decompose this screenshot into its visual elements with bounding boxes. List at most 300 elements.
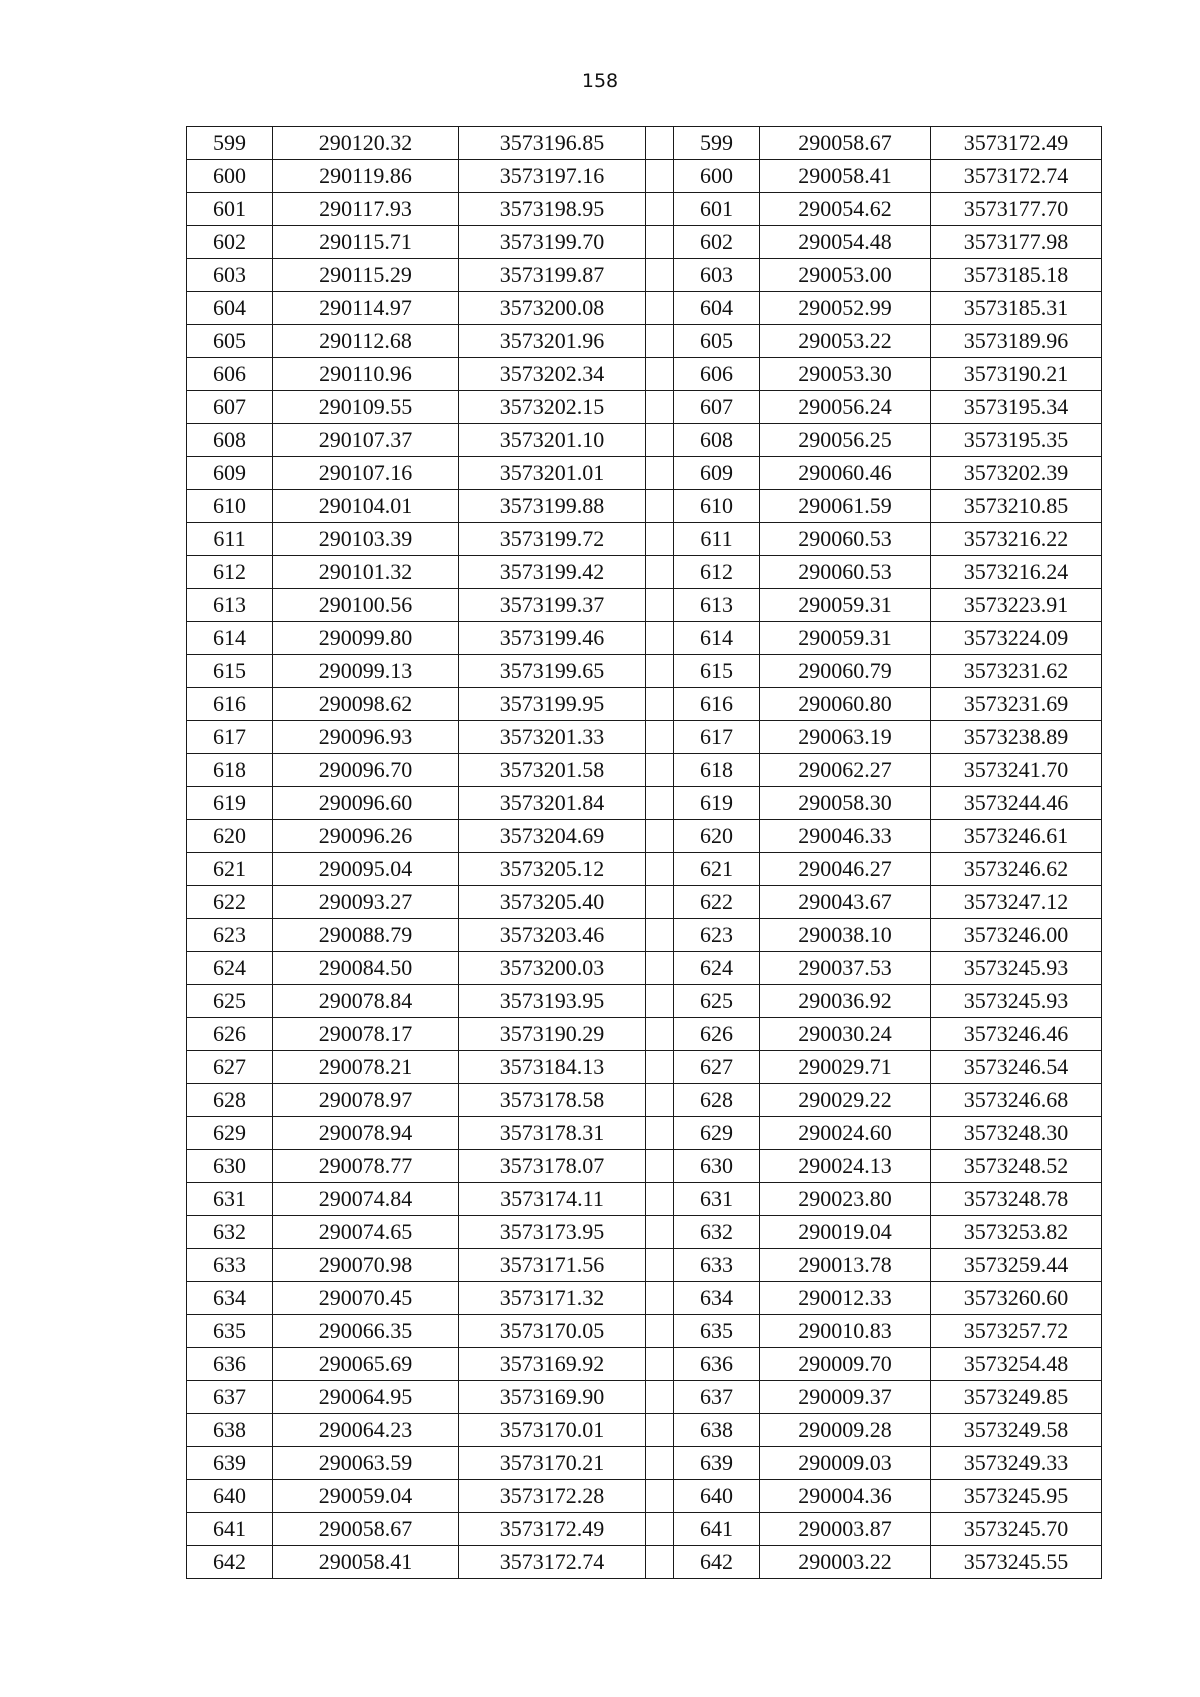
right-point-number-cell: 635 xyxy=(674,1315,760,1348)
table-row xyxy=(187,721,1102,754)
right-point-number-cell: 631 xyxy=(674,1183,760,1216)
table-row xyxy=(187,292,1102,325)
table-row xyxy=(187,622,1102,655)
left-point-number-cell: 633 xyxy=(187,1249,273,1282)
right-x-coordinate-cell: 290023.80 xyxy=(760,1183,931,1216)
right-point-number-cell: 617 xyxy=(674,721,760,754)
right-y-coordinate-cell: 3573249.58 xyxy=(931,1414,1102,1447)
right-x-coordinate-cell: 290060.46 xyxy=(760,457,931,490)
left-x-coordinate-cell: 290099.13 xyxy=(273,655,459,688)
left-point-number-cell: 628 xyxy=(187,1084,273,1117)
right-x-coordinate-cell: 290060.53 xyxy=(760,556,931,589)
table-row xyxy=(187,886,1102,919)
left-x-coordinate-cell: 290115.29 xyxy=(273,259,459,292)
spacer-cell xyxy=(646,1447,674,1480)
right-y-coordinate-cell: 3573249.85 xyxy=(931,1381,1102,1414)
left-y-coordinate-cell: 3573172.74 xyxy=(459,1546,646,1579)
table-row xyxy=(187,754,1102,787)
left-y-coordinate-cell: 3573199.70 xyxy=(459,226,646,259)
table-row xyxy=(187,589,1102,622)
left-y-coordinate-cell: 3573170.01 xyxy=(459,1414,646,1447)
right-y-coordinate-cell: 3573238.89 xyxy=(931,721,1102,754)
left-x-coordinate-cell: 290088.79 xyxy=(273,919,459,952)
right-y-coordinate-cell: 3573177.98 xyxy=(931,226,1102,259)
left-y-coordinate-cell: 3573199.37 xyxy=(459,589,646,622)
spacer-cell xyxy=(646,391,674,424)
table-row xyxy=(187,952,1102,985)
left-point-number-cell: 605 xyxy=(187,325,273,358)
left-y-coordinate-cell: 3573173.95 xyxy=(459,1216,646,1249)
right-point-number-cell: 641 xyxy=(674,1513,760,1546)
spacer-cell xyxy=(646,1480,674,1513)
left-x-coordinate-cell: 290119.86 xyxy=(273,160,459,193)
spacer-cell xyxy=(646,1282,674,1315)
right-x-coordinate-cell: 290058.41 xyxy=(760,160,931,193)
right-x-coordinate-cell: 290037.53 xyxy=(760,952,931,985)
spacer-cell xyxy=(646,1216,674,1249)
spacer-cell xyxy=(646,523,674,556)
table-row xyxy=(187,1249,1102,1282)
spacer-cell xyxy=(646,424,674,457)
right-point-number-cell: 623 xyxy=(674,919,760,952)
table-row xyxy=(187,1018,1102,1051)
right-y-coordinate-cell: 3573202.39 xyxy=(931,457,1102,490)
spacer-cell xyxy=(646,160,674,193)
right-y-coordinate-cell: 3573244.46 xyxy=(931,787,1102,820)
right-y-coordinate-cell: 3573253.82 xyxy=(931,1216,1102,1249)
left-point-number-cell: 627 xyxy=(187,1051,273,1084)
left-point-number-cell: 604 xyxy=(187,292,273,325)
left-y-coordinate-cell: 3573205.12 xyxy=(459,853,646,886)
left-point-number-cell: 616 xyxy=(187,688,273,721)
right-y-coordinate-cell: 3573246.68 xyxy=(931,1084,1102,1117)
right-y-coordinate-cell: 3573224.09 xyxy=(931,622,1102,655)
left-point-number-cell: 635 xyxy=(187,1315,273,1348)
left-y-coordinate-cell: 3573170.05 xyxy=(459,1315,646,1348)
left-x-coordinate-cell: 290064.23 xyxy=(273,1414,459,1447)
left-y-coordinate-cell: 3573201.58 xyxy=(459,754,646,787)
right-point-number-cell: 620 xyxy=(674,820,760,853)
spacer-cell xyxy=(646,1315,674,1348)
spacer-cell xyxy=(646,919,674,952)
spacer-cell xyxy=(646,721,674,754)
left-y-coordinate-cell: 3573178.58 xyxy=(459,1084,646,1117)
spacer-cell xyxy=(646,1117,674,1150)
table-row xyxy=(187,1315,1102,1348)
table-row xyxy=(187,193,1102,226)
right-point-number-cell: 602 xyxy=(674,226,760,259)
left-point-number-cell: 642 xyxy=(187,1546,273,1579)
right-y-coordinate-cell: 3573216.24 xyxy=(931,556,1102,589)
spacer-cell xyxy=(646,952,674,985)
right-y-coordinate-cell: 3573246.54 xyxy=(931,1051,1102,1084)
left-y-coordinate-cell: 3573172.49 xyxy=(459,1513,646,1546)
right-x-coordinate-cell: 290004.36 xyxy=(760,1480,931,1513)
left-y-coordinate-cell: 3573170.21 xyxy=(459,1447,646,1480)
left-y-coordinate-cell: 3573200.08 xyxy=(459,292,646,325)
spacer-cell xyxy=(646,1348,674,1381)
right-y-coordinate-cell: 3573259.44 xyxy=(931,1249,1102,1282)
left-point-number-cell: 626 xyxy=(187,1018,273,1051)
left-point-number-cell: 603 xyxy=(187,259,273,292)
left-y-coordinate-cell: 3573201.33 xyxy=(459,721,646,754)
spacer-cell xyxy=(646,985,674,1018)
left-point-number-cell: 612 xyxy=(187,556,273,589)
right-x-coordinate-cell: 290060.79 xyxy=(760,655,931,688)
left-point-number-cell: 640 xyxy=(187,1480,273,1513)
right-point-number-cell: 607 xyxy=(674,391,760,424)
table-row xyxy=(187,325,1102,358)
right-x-coordinate-cell: 290030.24 xyxy=(760,1018,931,1051)
right-y-coordinate-cell: 3573257.72 xyxy=(931,1315,1102,1348)
right-point-number-cell: 629 xyxy=(674,1117,760,1150)
left-point-number-cell: 630 xyxy=(187,1150,273,1183)
left-x-coordinate-cell: 290096.26 xyxy=(273,820,459,853)
right-point-number-cell: 637 xyxy=(674,1381,760,1414)
table-row xyxy=(187,457,1102,490)
right-point-number-cell: 628 xyxy=(674,1084,760,1117)
left-point-number-cell: 613 xyxy=(187,589,273,622)
right-x-coordinate-cell: 290058.67 xyxy=(760,127,931,160)
left-x-coordinate-cell: 290104.01 xyxy=(273,490,459,523)
table-row xyxy=(187,1150,1102,1183)
left-x-coordinate-cell: 290058.41 xyxy=(273,1546,459,1579)
right-x-coordinate-cell: 290038.10 xyxy=(760,919,931,952)
left-point-number-cell: 622 xyxy=(187,886,273,919)
right-x-coordinate-cell: 290010.83 xyxy=(760,1315,931,1348)
spacer-cell xyxy=(646,127,674,160)
right-x-coordinate-cell: 290012.33 xyxy=(760,1282,931,1315)
left-y-coordinate-cell: 3573169.90 xyxy=(459,1381,646,1414)
right-y-coordinate-cell: 3573246.00 xyxy=(931,919,1102,952)
left-x-coordinate-cell: 290078.94 xyxy=(273,1117,459,1150)
spacer-cell xyxy=(646,754,674,787)
left-x-coordinate-cell: 290103.39 xyxy=(273,523,459,556)
right-point-number-cell: 632 xyxy=(674,1216,760,1249)
right-point-number-cell: 638 xyxy=(674,1414,760,1447)
left-x-coordinate-cell: 290065.69 xyxy=(273,1348,459,1381)
left-x-coordinate-cell: 290084.50 xyxy=(273,952,459,985)
left-y-coordinate-cell: 3573199.88 xyxy=(459,490,646,523)
right-y-coordinate-cell: 3573185.31 xyxy=(931,292,1102,325)
right-y-coordinate-cell: 3573177.70 xyxy=(931,193,1102,226)
table-row xyxy=(187,523,1102,556)
table-row xyxy=(187,1183,1102,1216)
right-point-number-cell: 606 xyxy=(674,358,760,391)
table-row xyxy=(187,787,1102,820)
page-number: 158 xyxy=(581,70,619,92)
right-x-coordinate-cell: 290052.99 xyxy=(760,292,931,325)
left-x-coordinate-cell: 290064.95 xyxy=(273,1381,459,1414)
left-x-coordinate-cell: 290117.93 xyxy=(273,193,459,226)
table-row xyxy=(187,1051,1102,1084)
right-y-coordinate-cell: 3573245.93 xyxy=(931,952,1102,985)
left-point-number-cell: 607 xyxy=(187,391,273,424)
left-y-coordinate-cell: 3573203.46 xyxy=(459,919,646,952)
left-point-number-cell: 637 xyxy=(187,1381,273,1414)
left-y-coordinate-cell: 3573171.32 xyxy=(459,1282,646,1315)
table-row xyxy=(187,556,1102,589)
right-point-number-cell: 642 xyxy=(674,1546,760,1579)
table-row xyxy=(187,226,1102,259)
table-row xyxy=(187,1513,1102,1546)
left-x-coordinate-cell: 290101.32 xyxy=(273,556,459,589)
left-point-number-cell: 600 xyxy=(187,160,273,193)
left-point-number-cell: 623 xyxy=(187,919,273,952)
right-x-coordinate-cell: 290056.25 xyxy=(760,424,931,457)
spacer-cell xyxy=(646,688,674,721)
spacer-cell xyxy=(646,622,674,655)
left-x-coordinate-cell: 290096.93 xyxy=(273,721,459,754)
left-point-number-cell: 624 xyxy=(187,952,273,985)
left-x-coordinate-cell: 290078.77 xyxy=(273,1150,459,1183)
right-point-number-cell: 599 xyxy=(674,127,760,160)
right-y-coordinate-cell: 3573245.70 xyxy=(931,1513,1102,1546)
right-y-coordinate-cell: 3573241.70 xyxy=(931,754,1102,787)
left-point-number-cell: 610 xyxy=(187,490,273,523)
left-y-coordinate-cell: 3573199.65 xyxy=(459,655,646,688)
spacer-cell xyxy=(646,1018,674,1051)
right-point-number-cell: 622 xyxy=(674,886,760,919)
right-point-number-cell: 609 xyxy=(674,457,760,490)
right-y-coordinate-cell: 3573231.69 xyxy=(931,688,1102,721)
left-y-coordinate-cell: 3573172.28 xyxy=(459,1480,646,1513)
right-point-number-cell: 634 xyxy=(674,1282,760,1315)
right-x-coordinate-cell: 290059.31 xyxy=(760,622,931,655)
right-point-number-cell: 619 xyxy=(674,787,760,820)
left-y-coordinate-cell: 3573201.01 xyxy=(459,457,646,490)
spacer-cell xyxy=(646,1546,674,1579)
left-x-coordinate-cell: 290098.62 xyxy=(273,688,459,721)
table-row xyxy=(187,919,1102,952)
right-x-coordinate-cell: 290061.59 xyxy=(760,490,931,523)
spacer-cell xyxy=(646,292,674,325)
left-y-coordinate-cell: 3573199.95 xyxy=(459,688,646,721)
spacer-cell xyxy=(646,655,674,688)
spacer-cell xyxy=(646,853,674,886)
left-y-coordinate-cell: 3573199.87 xyxy=(459,259,646,292)
right-x-coordinate-cell: 290054.62 xyxy=(760,193,931,226)
right-x-coordinate-cell: 290046.33 xyxy=(760,820,931,853)
left-x-coordinate-cell: 290099.80 xyxy=(273,622,459,655)
left-point-number-cell: 631 xyxy=(187,1183,273,1216)
right-y-coordinate-cell: 3573246.46 xyxy=(931,1018,1102,1051)
right-y-coordinate-cell: 3573245.55 xyxy=(931,1546,1102,1579)
left-y-coordinate-cell: 3573199.42 xyxy=(459,556,646,589)
left-y-coordinate-cell: 3573199.46 xyxy=(459,622,646,655)
right-x-coordinate-cell: 290054.48 xyxy=(760,226,931,259)
right-point-number-cell: 605 xyxy=(674,325,760,358)
spacer-cell xyxy=(646,1183,674,1216)
right-y-coordinate-cell: 3573248.30 xyxy=(931,1117,1102,1150)
left-x-coordinate-cell: 290096.60 xyxy=(273,787,459,820)
right-y-coordinate-cell: 3573172.74 xyxy=(931,160,1102,193)
left-x-coordinate-cell: 290112.68 xyxy=(273,325,459,358)
right-x-coordinate-cell: 290059.31 xyxy=(760,589,931,622)
left-x-coordinate-cell: 290115.71 xyxy=(273,226,459,259)
left-point-number-cell: 638 xyxy=(187,1414,273,1447)
table-row xyxy=(187,358,1102,391)
left-point-number-cell: 632 xyxy=(187,1216,273,1249)
right-point-number-cell: 630 xyxy=(674,1150,760,1183)
right-point-number-cell: 627 xyxy=(674,1051,760,1084)
right-x-coordinate-cell: 290062.27 xyxy=(760,754,931,787)
right-point-number-cell: 625 xyxy=(674,985,760,1018)
spacer-cell xyxy=(646,1414,674,1447)
right-x-coordinate-cell: 290043.67 xyxy=(760,886,931,919)
left-x-coordinate-cell: 290114.97 xyxy=(273,292,459,325)
right-y-coordinate-cell: 3573246.61 xyxy=(931,820,1102,853)
spacer-cell xyxy=(646,457,674,490)
spacer-cell xyxy=(646,1513,674,1546)
right-y-coordinate-cell: 3573195.34 xyxy=(931,391,1102,424)
left-x-coordinate-cell: 290095.04 xyxy=(273,853,459,886)
spacer-cell xyxy=(646,1381,674,1414)
table-body xyxy=(187,127,1102,1579)
table-row xyxy=(187,1216,1102,1249)
left-x-coordinate-cell: 290078.97 xyxy=(273,1084,459,1117)
spacer-cell xyxy=(646,1051,674,1084)
left-x-coordinate-cell: 290107.37 xyxy=(273,424,459,457)
table-row xyxy=(187,391,1102,424)
right-point-number-cell: 639 xyxy=(674,1447,760,1480)
spacer-cell xyxy=(646,226,674,259)
right-y-coordinate-cell: 3573195.35 xyxy=(931,424,1102,457)
right-point-number-cell: 640 xyxy=(674,1480,760,1513)
right-point-number-cell: 603 xyxy=(674,259,760,292)
left-x-coordinate-cell: 290078.84 xyxy=(273,985,459,1018)
left-point-number-cell: 619 xyxy=(187,787,273,820)
right-y-coordinate-cell: 3573223.91 xyxy=(931,589,1102,622)
left-point-number-cell: 641 xyxy=(187,1513,273,1546)
right-x-coordinate-cell: 290046.27 xyxy=(760,853,931,886)
left-point-number-cell: 636 xyxy=(187,1348,273,1381)
right-y-coordinate-cell: 3573247.12 xyxy=(931,886,1102,919)
left-x-coordinate-cell: 290058.67 xyxy=(273,1513,459,1546)
right-point-number-cell: 624 xyxy=(674,952,760,985)
left-point-number-cell: 611 xyxy=(187,523,273,556)
left-point-number-cell: 617 xyxy=(187,721,273,754)
spacer-cell xyxy=(646,787,674,820)
left-x-coordinate-cell: 290059.04 xyxy=(273,1480,459,1513)
right-y-coordinate-cell: 3573189.96 xyxy=(931,325,1102,358)
table-row xyxy=(187,1348,1102,1381)
right-y-coordinate-cell: 3573190.21 xyxy=(931,358,1102,391)
right-x-coordinate-cell: 290060.53 xyxy=(760,523,931,556)
table-row xyxy=(187,688,1102,721)
right-point-number-cell: 626 xyxy=(674,1018,760,1051)
left-y-coordinate-cell: 3573193.95 xyxy=(459,985,646,1018)
spacer-cell xyxy=(646,193,674,226)
left-y-coordinate-cell: 3573196.85 xyxy=(459,127,646,160)
left-x-coordinate-cell: 290093.27 xyxy=(273,886,459,919)
left-y-coordinate-cell: 3573174.11 xyxy=(459,1183,646,1216)
left-x-coordinate-cell: 290074.65 xyxy=(273,1216,459,1249)
left-x-coordinate-cell: 290100.56 xyxy=(273,589,459,622)
left-point-number-cell: 599 xyxy=(187,127,273,160)
table-row xyxy=(187,853,1102,886)
left-x-coordinate-cell: 290066.35 xyxy=(273,1315,459,1348)
left-x-coordinate-cell: 290107.16 xyxy=(273,457,459,490)
spacer-cell xyxy=(646,358,674,391)
right-y-coordinate-cell: 3573210.85 xyxy=(931,490,1102,523)
right-point-number-cell: 621 xyxy=(674,853,760,886)
table-row xyxy=(187,1480,1102,1513)
right-point-number-cell: 636 xyxy=(674,1348,760,1381)
right-point-number-cell: 615 xyxy=(674,655,760,688)
right-y-coordinate-cell: 3573246.62 xyxy=(931,853,1102,886)
table-row xyxy=(187,490,1102,523)
left-point-number-cell: 608 xyxy=(187,424,273,457)
left-point-number-cell: 618 xyxy=(187,754,273,787)
table-row xyxy=(187,424,1102,457)
spacer-cell xyxy=(646,556,674,589)
right-x-coordinate-cell: 290009.37 xyxy=(760,1381,931,1414)
right-point-number-cell: 616 xyxy=(674,688,760,721)
table-row xyxy=(187,1546,1102,1579)
right-y-coordinate-cell: 3573248.78 xyxy=(931,1183,1102,1216)
table-row xyxy=(187,985,1102,1018)
left-y-coordinate-cell: 3573201.96 xyxy=(459,325,646,358)
right-x-coordinate-cell: 290053.00 xyxy=(760,259,931,292)
left-y-coordinate-cell: 3573178.07 xyxy=(459,1150,646,1183)
left-y-coordinate-cell: 3573171.56 xyxy=(459,1249,646,1282)
right-y-coordinate-cell: 3573245.95 xyxy=(931,1480,1102,1513)
left-y-coordinate-cell: 3573200.03 xyxy=(459,952,646,985)
spacer-cell xyxy=(646,490,674,523)
right-x-coordinate-cell: 290024.60 xyxy=(760,1117,931,1150)
left-y-coordinate-cell: 3573198.95 xyxy=(459,193,646,226)
table-row xyxy=(187,655,1102,688)
right-point-number-cell: 604 xyxy=(674,292,760,325)
spacer-cell xyxy=(646,820,674,853)
right-y-coordinate-cell: 3573245.93 xyxy=(931,985,1102,1018)
left-x-coordinate-cell: 290078.21 xyxy=(273,1051,459,1084)
right-point-number-cell: 614 xyxy=(674,622,760,655)
right-point-number-cell: 600 xyxy=(674,160,760,193)
left-x-coordinate-cell: 290109.55 xyxy=(273,391,459,424)
table-row xyxy=(187,1282,1102,1315)
right-x-coordinate-cell: 290053.30 xyxy=(760,358,931,391)
right-point-number-cell: 601 xyxy=(674,193,760,226)
left-y-coordinate-cell: 3573184.13 xyxy=(459,1051,646,1084)
left-y-coordinate-cell: 3573202.34 xyxy=(459,358,646,391)
left-x-coordinate-cell: 290078.17 xyxy=(273,1018,459,1051)
table-row xyxy=(187,1414,1102,1447)
left-x-coordinate-cell: 290070.98 xyxy=(273,1249,459,1282)
right-x-coordinate-cell: 290019.04 xyxy=(760,1216,931,1249)
table-row xyxy=(187,1381,1102,1414)
right-y-coordinate-cell: 3573260.60 xyxy=(931,1282,1102,1315)
table-row xyxy=(187,1447,1102,1480)
right-x-coordinate-cell: 290058.30 xyxy=(760,787,931,820)
spacer-cell xyxy=(646,1150,674,1183)
right-x-coordinate-cell: 290009.28 xyxy=(760,1414,931,1447)
right-point-number-cell: 611 xyxy=(674,523,760,556)
left-x-coordinate-cell: 290096.70 xyxy=(273,754,459,787)
left-y-coordinate-cell: 3573178.31 xyxy=(459,1117,646,1150)
right-y-coordinate-cell: 3573249.33 xyxy=(931,1447,1102,1480)
left-point-number-cell: 634 xyxy=(187,1282,273,1315)
left-point-number-cell: 629 xyxy=(187,1117,273,1150)
right-y-coordinate-cell: 3573254.48 xyxy=(931,1348,1102,1381)
left-point-number-cell: 625 xyxy=(187,985,273,1018)
left-point-number-cell: 615 xyxy=(187,655,273,688)
left-point-number-cell: 639 xyxy=(187,1447,273,1480)
left-y-coordinate-cell: 3573202.15 xyxy=(459,391,646,424)
left-x-coordinate-cell: 290070.45 xyxy=(273,1282,459,1315)
right-x-coordinate-cell: 290024.13 xyxy=(760,1150,931,1183)
